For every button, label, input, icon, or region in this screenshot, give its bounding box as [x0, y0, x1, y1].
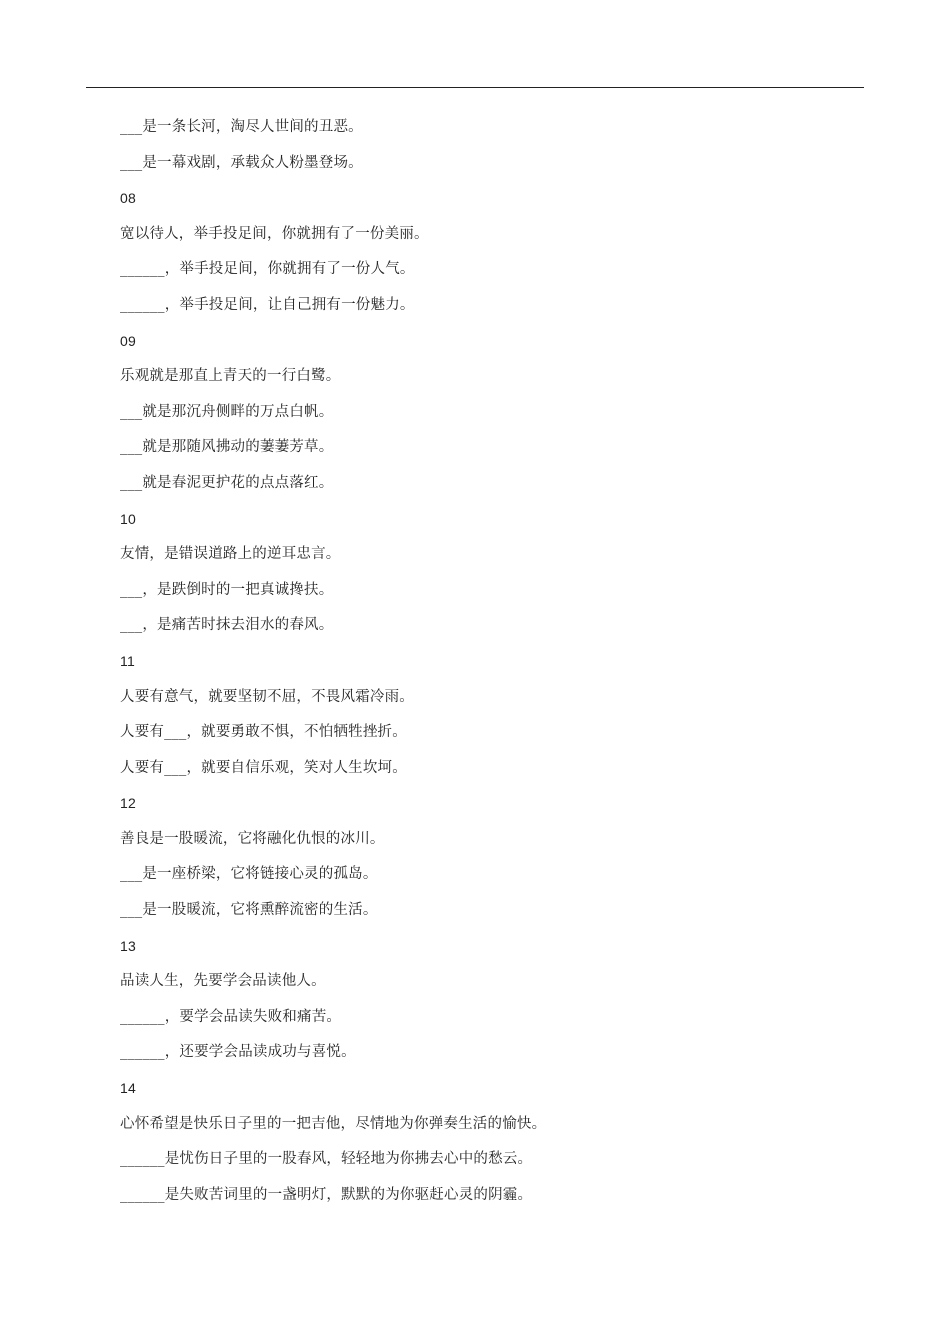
document-body — [120, 110, 840, 1213]
header-rule — [86, 87, 864, 88]
text-line: ______是失败苦词里的一盏明灯，默默的为你驱赶心灵的阴霾。 — [120, 1186, 533, 1203]
text-line: 心怀希望是快乐日子里的一把吉他，尽情地为你弹奏生活的愉快。 — [120, 1115, 547, 1132]
section-number: 14 — [120, 1080, 136, 1097]
section-number: 08 — [120, 190, 136, 207]
text-line: ___是一条长河，淘尽人世间的丑恶。 — [120, 119, 363, 135]
text-line: ___，是痛苦时抹去泪水的春风。 — [120, 617, 334, 634]
text-line: ___就是春泥更护花的点点落红。 — [120, 474, 334, 491]
text-line: 品读人生，先要学会品读他人。 — [120, 973, 326, 990]
text-line: 人要有___，就要自信乐观，笑对人生坎坷。 — [120, 759, 407, 776]
text-line: ______，举手投足间，让自己拥有一份魅力。 — [120, 296, 415, 313]
section-number: 13 — [120, 937, 136, 954]
text-line: ______，举手投足间，你就拥有了一份人气。 — [120, 261, 415, 278]
section-number: 11 — [120, 652, 135, 669]
text-line: 宽以待人，举手投足间，你就拥有了一份美丽。 — [120, 225, 429, 242]
text-line: ______，要学会品读失败和痛苦。 — [120, 1008, 342, 1025]
text-line: ___就是那沉舟侧畔的万点白帆。 — [120, 403, 334, 420]
text-line: ______是忧伤日子里的一股春风，轻轻地为你拂去心中的愁云。 — [120, 1151, 533, 1168]
text-line: ___是一座桥梁，它将链接心灵的孤岛。 — [120, 866, 378, 883]
section-number: 12 — [120, 795, 136, 812]
section-number: 09 — [120, 332, 136, 349]
section-number: 10 — [120, 510, 136, 527]
text-line: ______，还要学会品读成功与喜悦。 — [120, 1044, 356, 1061]
text-line: 友情，是错误道路上的逆耳忠言。 — [120, 546, 341, 563]
text-line: 人要有意气，就要坚韧不屈，不畏风霜冷雨。 — [120, 688, 414, 705]
text-line: ___是一股暖流，它将熏醉流密的生活。 — [120, 902, 378, 919]
text-line: ___是一幕戏剧，承载众人粉墨登场。 — [120, 154, 363, 171]
text-line: 人要有___，就要勇敢不惧，不怕牺牲挫折。 — [120, 724, 407, 741]
text-line: 善良是一股暖流，它将融化仇恨的冰川。 — [120, 830, 385, 847]
text-line: 乐观就是那直上青天的一行白鹭。 — [120, 368, 341, 385]
text-line: ___就是那随风拂动的萋萋芳草。 — [120, 439, 334, 456]
text-line: ___，是跌倒时的一把真诚搀扶。 — [120, 581, 334, 598]
